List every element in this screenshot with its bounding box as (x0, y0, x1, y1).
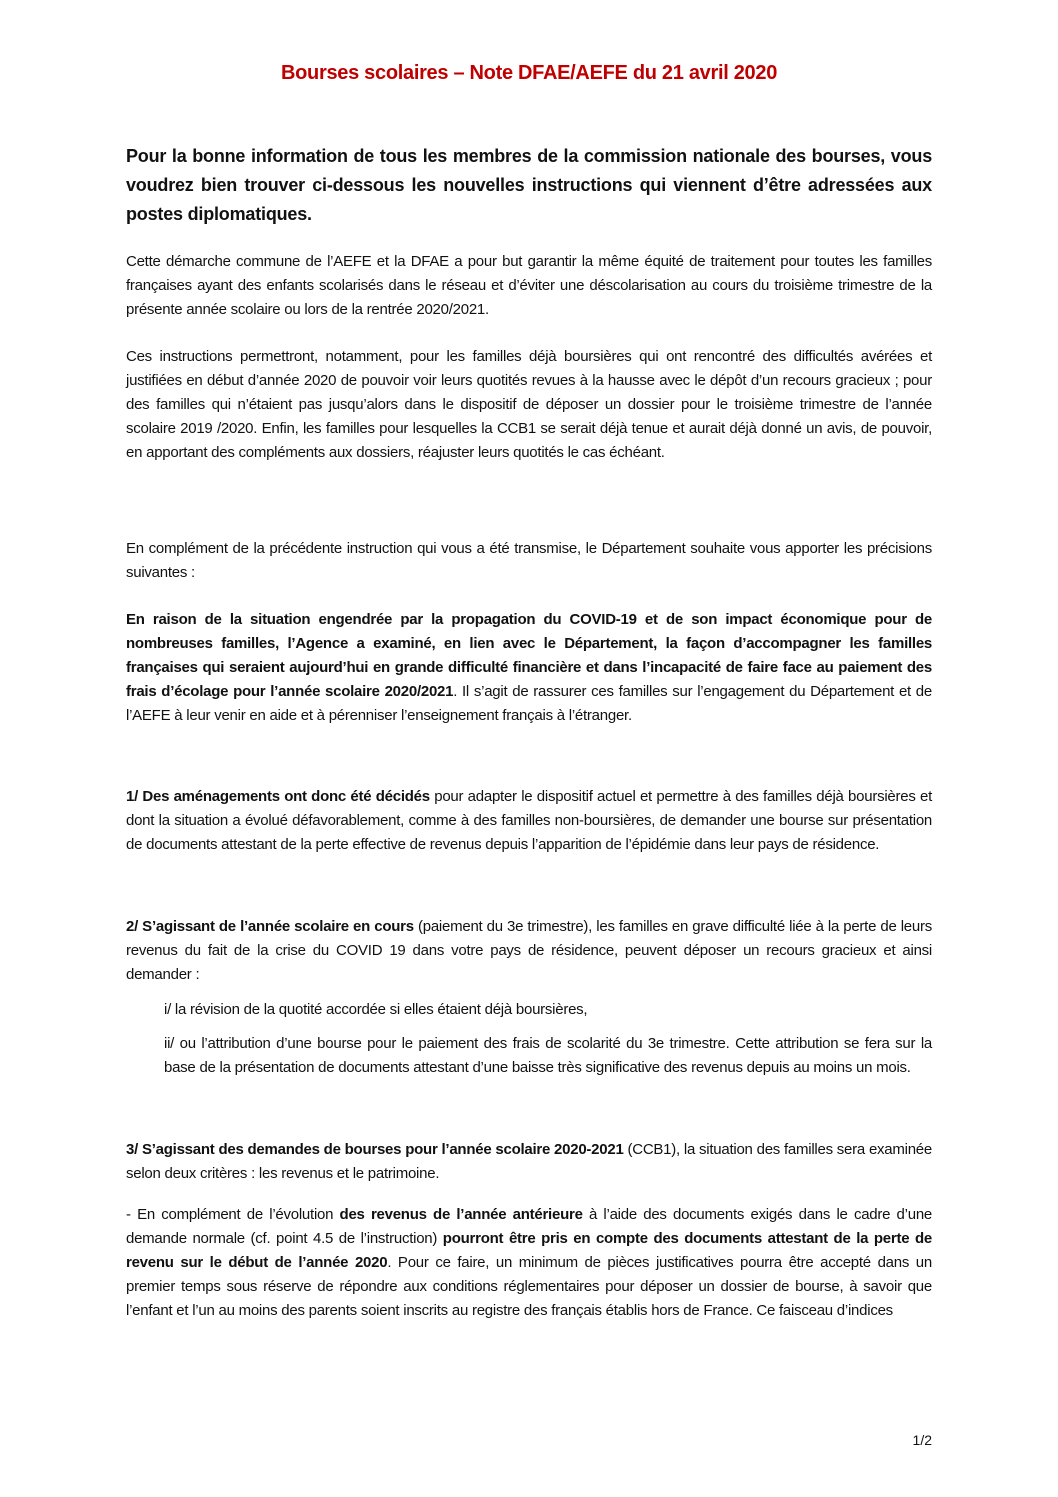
bold-text: pourront être pris en compte des documents attestant de la perte de revenu sur le début de l’année 2020 (126, 1230, 932, 1271)
text: (paiement du 3e trimestre), les familles en grave difficulté liée à la perte de leurs revenus du fait de la crise du COVID 19 dans votre pays de résidence, peuvent déposer un recours gracieux et ainsi demander : (126, 918, 932, 983)
paragraph (126, 1203, 932, 1323)
text: . Pour ce faire, un minimum de pièces justificatives pourra être accepté dans un premier temps sous réserve de répondre aux conditions réglementaires pour déposer un dossier de bourse, à savoir que l’enfant et l’un au moins des parents soient inscrits au registre des français établis hors de France. Ce faisceau d’indices (126, 1254, 932, 1319)
text: (CCB1), la situation des familles sera examinée selon deux critères : les revenus et le patrimoine. (126, 1141, 932, 1182)
text: i/ la révision de la quotité accordée si elles étaient déjà boursières, (164, 1001, 588, 1018)
paragraph (126, 915, 932, 987)
text: - En complément de l’évolution (126, 1206, 340, 1223)
paragraph (164, 998, 932, 1022)
bold-text: 3/ S’agissant des demandes de bourses pour l’année scolaire 2020-2021 (126, 1141, 624, 1158)
bold-text: 1/ Des aménagements ont donc été décidés (126, 788, 430, 805)
page-number: 1/2 (912, 1432, 932, 1448)
paragraph (126, 250, 932, 322)
text: Cette démarche commune de l’AEFE et la DFAE a pour but garantir la même équité de traitement pour toutes les familles françaises ayant des enfants scolarisés dans le réseau et d’éviter une déscolarisation au cours du troisième trimestre de la présente année scolaire ou lors de la rentrée 2020/2021. (126, 253, 932, 318)
text: à l’aide des documents exigés dans le cadre d’une demande normale (cf. point 4.5 de l’instruction) (126, 1206, 932, 1247)
paragraph (126, 785, 932, 857)
bold-text: 2/ S’agissant de l’année scolaire en cours (126, 918, 414, 935)
text: En complément de la précédente instruction qui vous a été transmise, le Département souhaite vous apporter les précisions suivantes : (126, 540, 932, 581)
text: Ces instructions permettront, notamment, pour les familles déjà boursières qui ont rencontré des difficultés avérées et justifiées en début d’année 2020 de pouvoir voir leurs quotités revues à la hausse avec le dépôt d’un recours gracieux ; pour des familles qui n’étaient pas jusqu’alors dans le dispositif de déposer un dossier pour le troisième trimestre de l’année scolaire 2019 /2020. Enfin, les familles pour lesquelles la CCB1 se serait déjà tenue et aurait déjà donné un avis, de pouvoir, en apportant des compléments aux dossiers, réajuster leurs quotités le cas échéant. (126, 348, 932, 461)
paragraph (164, 1032, 932, 1080)
paragraph (126, 345, 932, 465)
paragraph (126, 608, 932, 728)
text: pour adapter le dispositif actuel et permettre à des familles déjà boursières et dont la situation a évolué défavorablement, comme à des familles non-boursières, de demander une bourse sur présentation de documents attestant de la perte effective de revenus depuis l’apparition de l’épidémie dans leur pays de résidence. (126, 788, 932, 853)
bold-text: En raison de la situation engendrée par la propagation du COVID-19 et de son impact économique pour de nombreuses familles, l’Agence a examiné, en lien avec le Département, la façon d’accompagner les familles françaises qui seraient aujourd’hui en grande difficulté financière et dans l’incapacité de faire face au paiement des frais d’écolage pour l’année scolaire 2020/2021 (126, 611, 932, 700)
bold-text: des revenus de l’année antérieure (339, 1206, 583, 1223)
document-title: Bourses scolaires – Note DFAE/AEFE du 21 avril 2020 (280, 62, 778, 84)
text: . Il s’agit de rassurer ces familles sur l’engagement du Département et de l’AEFE à leur venir en aide et à pérenniser l’enseignement français à l’étranger. (126, 683, 932, 724)
paragraph (126, 537, 932, 585)
intro-paragraph: Pour la bonne information de tous les membres de la commission nationale des bourses, vous voudrez bien trouver ci-dessous les nouvelles instructions qui viennent d’être adressées aux postes diplomatiques. (126, 146, 932, 224)
paragraph (126, 1138, 932, 1186)
text: ii/ ou l’attribution d’une bourse pour le paiement des frais de scolarité du 3e trimestre. Cette attribution se fera sur la base de la présentation de documents attestant d’une baisse très significative des revenus depuis au moins un mois. (164, 1035, 932, 1076)
